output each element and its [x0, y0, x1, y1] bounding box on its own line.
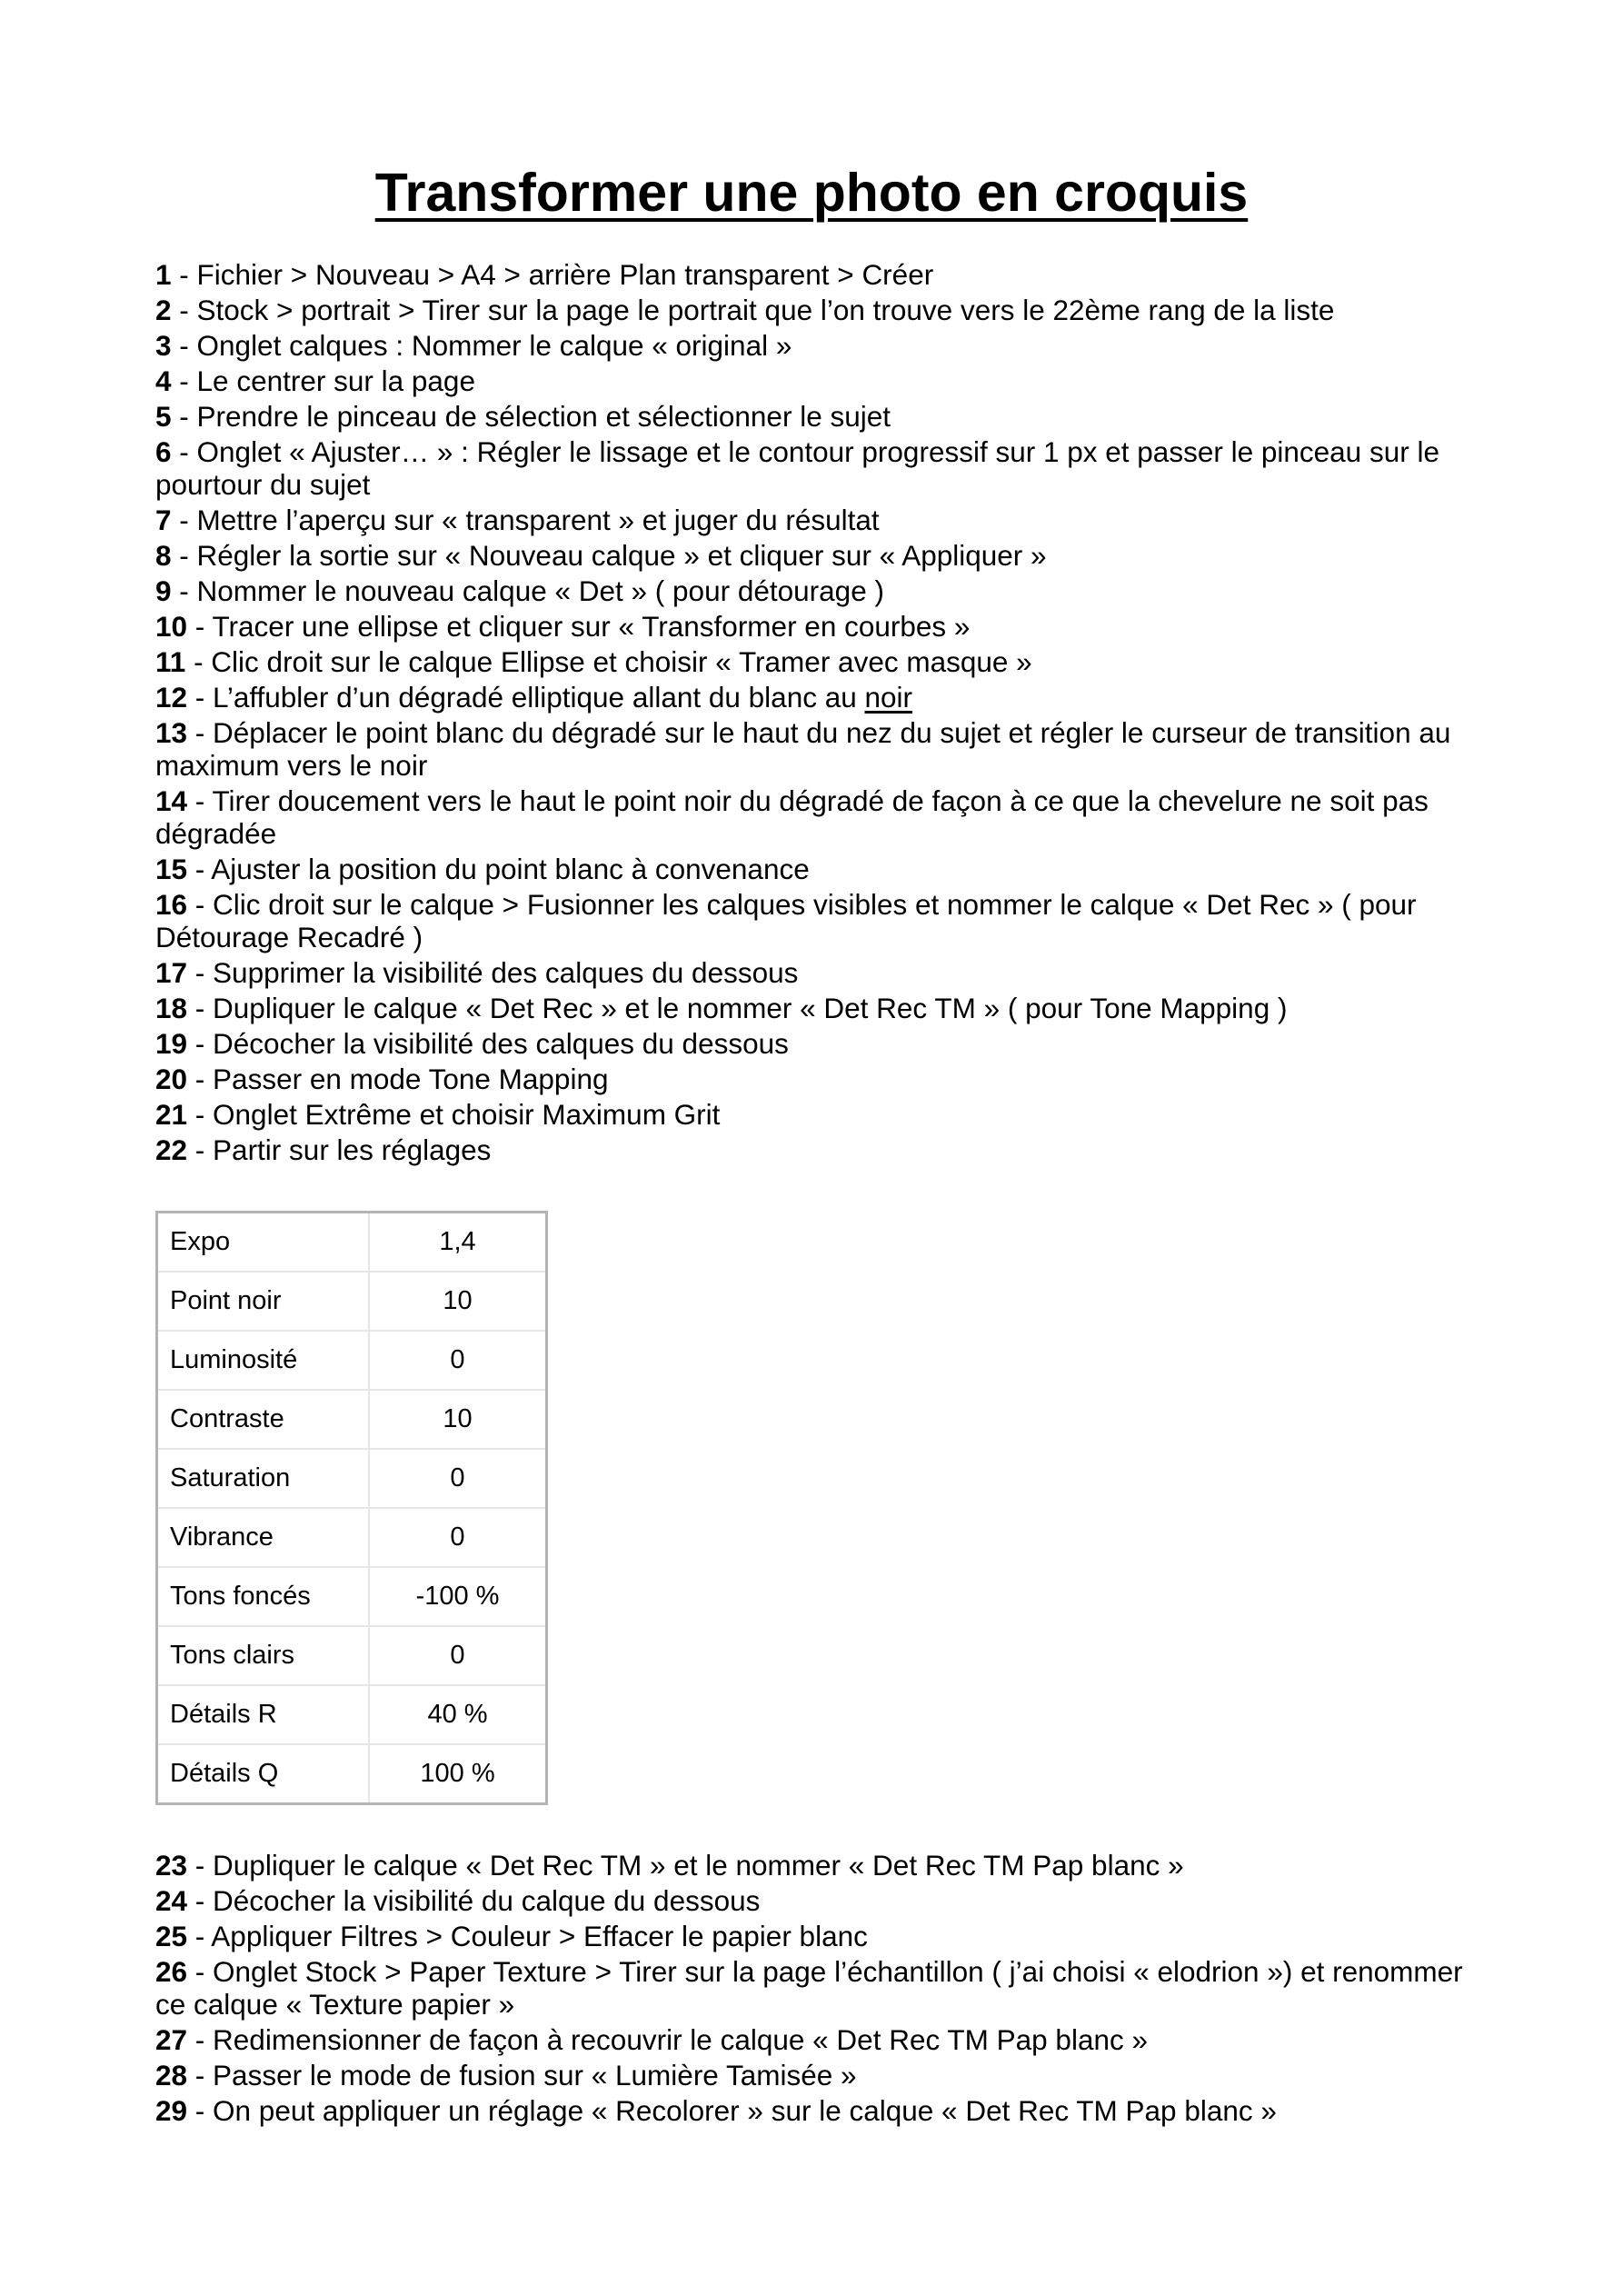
settings-row: [157, 1685, 547, 1744]
step-item: [155, 1884, 1464, 1917]
step-text: - L’affubler d’un dégradé elliptique allant du blanc au: [187, 681, 865, 714]
step-number: 25: [155, 1920, 188, 1952]
step-number: 24: [155, 1884, 188, 1917]
step-text: - Tracer une ellipse et cliquer sur « Transformer en courbes »: [187, 610, 971, 643]
step-item: [155, 1098, 1464, 1131]
step-number: 4: [155, 364, 172, 397]
step-text: - Tirer doucement vers le haut le point noir du dégradé de façon à ce que la chevelure ne soit pas dégradée: [155, 784, 1429, 850]
page-title: Transformer une photo en croquis: [374, 163, 1249, 223]
step-text: - Déplacer le point blanc du dégradé sur le haut du nez du sujet et régler le curseur de transition au maximum vers le noir: [155, 716, 1451, 782]
step-item: [155, 853, 1464, 885]
step-number: 10: [155, 610, 188, 643]
setting-label: Point noir: [157, 1272, 370, 1331]
step-number: 5: [155, 400, 172, 433]
settings-row: [157, 1213, 547, 1273]
step-item: [155, 645, 1464, 678]
step-text: - On peut appliquer un réglage « Recolorer » sur le calque « Det Rec TM Pap blanc »: [187, 2094, 1277, 2127]
settings-row: [157, 1331, 547, 1390]
step-text: - Ajuster la position du point blanc à convenance: [187, 853, 810, 885]
step-item: [155, 1920, 1464, 1952]
step-text: - Fichier > Nouveau > A4 > arrière Plan transparent > Créer: [171, 258, 934, 291]
setting-label: Saturation: [157, 1449, 370, 1508]
step-text: - Passer en mode Tone Mapping: [187, 1063, 609, 1095]
step-number: 11: [155, 645, 186, 678]
step-item: [155, 1133, 1464, 1166]
step-text: - Dupliquer le calque « Det Rec TM » et le nommer « Det Rec TM Pap blanc »: [187, 1849, 1184, 1882]
setting-value: 40 %: [369, 1685, 547, 1744]
step-item: [155, 258, 1464, 291]
step-text: - Onglet Stock > Paper Texture > Tirer sur la page l’échantillon ( j’ai choisi « elodrion ») et renommer ce calque « Texture papier »: [155, 1955, 1463, 2021]
step-number: 23: [155, 1849, 188, 1882]
setting-label: Contraste: [157, 1390, 370, 1449]
step-text: - Le centrer sur la page: [171, 364, 475, 397]
setting-value: 10: [369, 1272, 547, 1331]
step-item: [155, 364, 1464, 397]
step-text: - Décocher la visibilité des calques du dessous: [187, 1027, 789, 1060]
step-item: [155, 610, 1464, 643]
setting-value: 10: [369, 1390, 547, 1449]
setting-value: 0: [369, 1449, 547, 1508]
step-number: 7: [155, 504, 172, 536]
step-text: - Clic droit sur le calque Ellipse et choisir « Tramer avec masque »: [185, 645, 1032, 678]
step-item: [155, 329, 1464, 362]
step-number: 16: [155, 888, 188, 921]
setting-label: Tons foncés: [157, 1567, 370, 1626]
setting-value: 0: [369, 1626, 547, 1685]
step-text: - Redimensionner de façon à recouvrir le calque « Det Rec TM Pap blanc »: [187, 2023, 1149, 2056]
step-number: 1: [155, 258, 172, 291]
step-item: [155, 294, 1464, 326]
settings-row: [157, 1508, 547, 1567]
step-item: [155, 1063, 1464, 1095]
step-text: - Dupliquer le calque « Det Rec » et le nommer « Det Rec TM » ( pour Tone Mapping ): [187, 992, 1288, 1024]
step-number: 2: [155, 294, 172, 326]
setting-label: Vibrance: [157, 1508, 370, 1567]
step-item: [155, 2023, 1464, 2056]
step-number: 9: [155, 574, 172, 607]
step-text: - Onglet Extrême et choisir Maximum Grit: [187, 1098, 721, 1131]
step-text: - Mettre l’aperçu sur « transparent » et juger du résultat: [171, 504, 880, 536]
step-underlined-text: noir: [864, 681, 913, 714]
setting-label: Expo: [157, 1213, 370, 1273]
settings-row: [157, 1272, 547, 1331]
step-text: - Onglet « Ajuster… » : Régler le lissage et le contour progressif sur 1 px et passer le pinceau sur le pourtour du sujet: [155, 435, 1439, 501]
steps-list-part2: [155, 1849, 1464, 2130]
step-text: - Supprimer la visibilité des calques du dessous: [187, 956, 799, 989]
setting-label: Détails Q: [157, 1744, 370, 1804]
step-item: [155, 2094, 1464, 2127]
step-number: 22: [155, 1133, 188, 1166]
settings-row: [157, 1390, 547, 1449]
step-item: [155, 435, 1464, 501]
step-text: - Décocher la visibilité du calque du dessous: [187, 1884, 761, 1917]
step-text: - Clic droit sur le calque > Fusionner les calques visibles et nommer le calque « Det Rec » ( pour Détourage Recadré ): [155, 888, 1417, 953]
step-number: 6: [155, 435, 172, 468]
step-item: [155, 992, 1464, 1024]
setting-value: 100 %: [369, 1744, 547, 1804]
steps-list-part1: [155, 258, 1464, 1169]
step-text: - Appliquer Filtres > Couleur > Effacer le papier blanc: [187, 1920, 868, 1952]
step-number: 29: [155, 2094, 188, 2127]
step-item: [155, 574, 1464, 607]
step-text: - Régler la sortie sur « Nouveau calque » et cliquer sur « Appliquer »: [171, 539, 1047, 572]
step-text: - Nommer le nouveau calque « Det » ( pour détourage ): [171, 574, 884, 607]
step-number: 18: [155, 992, 188, 1024]
step-number: 20: [155, 1063, 188, 1095]
step-item: [155, 784, 1464, 850]
step-item: [155, 681, 1464, 714]
step-item: [155, 1849, 1464, 1882]
step-number: 26: [155, 1955, 188, 1988]
step-text: - Stock > portrait > Tirer sur la page le portrait que l’on trouve vers le 22ème rang de la liste: [171, 294, 1335, 326]
settings-row: [157, 1449, 547, 1508]
step-number: 28: [155, 2059, 188, 2091]
step-text: - Partir sur les réglages: [187, 1133, 492, 1166]
step-item: [155, 1955, 1464, 2021]
step-item: [155, 956, 1464, 989]
setting-value: 0: [369, 1508, 547, 1567]
settings-row: [157, 1567, 547, 1626]
step-item: [155, 888, 1464, 953]
step-item: [155, 539, 1464, 572]
step-text: - Onglet calques : Nommer le calque « original »: [171, 329, 792, 362]
step-number: 3: [155, 329, 172, 362]
step-item: [155, 400, 1464, 433]
settings-row: [157, 1626, 547, 1685]
step-text: - Passer le mode de fusion sur « Lumière Tamisée »: [187, 2059, 857, 2091]
setting-value: -100 %: [369, 1567, 547, 1626]
step-number: 14: [155, 784, 188, 817]
step-number: 21: [155, 1098, 188, 1131]
step-item: [155, 1027, 1464, 1060]
step-number: 12: [155, 681, 188, 714]
setting-label: Détails R: [157, 1685, 370, 1744]
step-number: 19: [155, 1027, 188, 1060]
step-number: 8: [155, 539, 172, 572]
step-number: 13: [155, 716, 188, 749]
step-item: [155, 716, 1464, 782]
step-number: 15: [155, 853, 188, 885]
step-item: [155, 504, 1464, 536]
setting-label: Luminosité: [157, 1331, 370, 1390]
step-number: 27: [155, 2023, 188, 2056]
step-item: [155, 2059, 1464, 2091]
settings-table: [155, 1211, 548, 1805]
settings-row: [157, 1744, 547, 1804]
setting-label: Tons clairs: [157, 1626, 370, 1685]
step-text: - Prendre le pinceau de sélection et sélectionner le sujet: [171, 400, 891, 433]
setting-value: 1,4: [369, 1213, 547, 1273]
setting-value: 0: [369, 1331, 547, 1390]
step-number: 17: [155, 956, 188, 989]
